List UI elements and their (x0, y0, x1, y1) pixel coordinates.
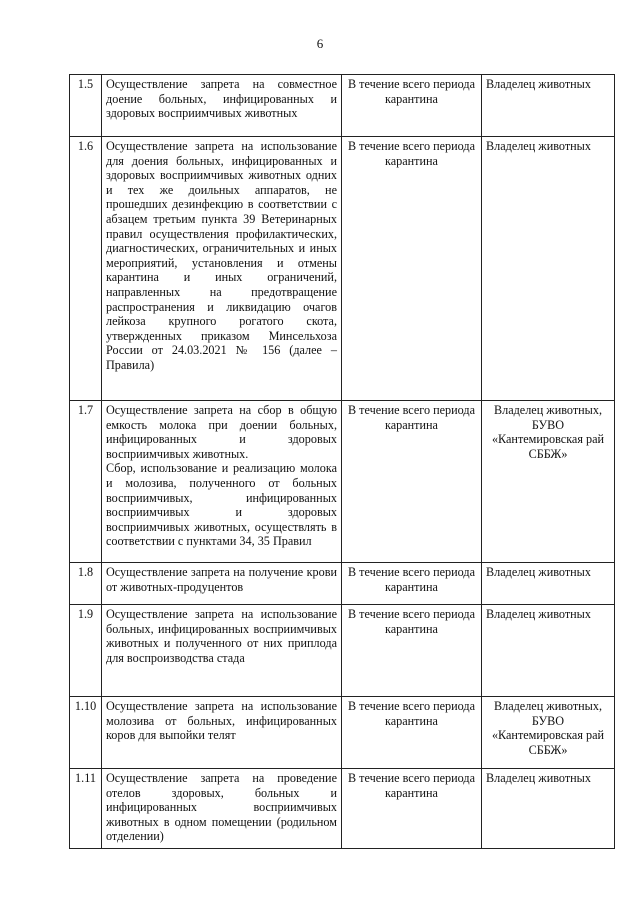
table-row (70, 605, 615, 697)
term-cell: В течение всего периода карантина (342, 75, 482, 137)
measure-paragraph: Осуществление запрета на проведение отелов здоровых, больных и инфицированных восприимчивых животных в одном помещении (родильном отделении) (106, 771, 337, 844)
row-number: 1.10 (70, 697, 102, 769)
responsible-cell: Владелец животных (482, 605, 615, 697)
responsible-cell: Владелец животных (482, 137, 615, 401)
table-row (70, 563, 615, 605)
term-cell: В течение всего периода карантина (342, 137, 482, 401)
term-cell: В течение всего периода карантина (342, 401, 482, 563)
term-cell: В течение всего периода карантина (342, 563, 482, 605)
measure-paragraph: Осуществление запрета на использование молозива от больных, инфицированных коров для выпойки телят (106, 699, 337, 743)
term-cell: В течение всего периода карантина (342, 697, 482, 769)
responsible-cell: Владелец животных, БУВО «Кантемировская рай СББЖ» (482, 697, 615, 769)
measure-paragraph: Осуществление запрета на получение крови от животных-продуцентов (106, 565, 337, 594)
responsible-cell: Владелец животных (482, 563, 615, 605)
measures-table (69, 74, 615, 849)
page-number: 6 (316, 36, 324, 51)
row-number: 1.9 (70, 605, 102, 697)
responsible-cell: Владелец животных (482, 75, 615, 137)
term-cell: В течение всего периода карантина (342, 769, 482, 849)
row-number: 1.8 (70, 563, 102, 605)
responsible-cell: Владелец животных, БУВО «Кантемировская рай СББЖ» (482, 401, 615, 563)
measure-paragraph: Осуществление запрета на совместное доение больных, инфицированных и здоровых восприимчивых животных (106, 77, 337, 121)
row-number: 1.7 (70, 401, 102, 563)
measure-paragraph: Сбор, использование и реализацию молока и молозива, полученного от больных восприимчивых, инфицированных восприимчивых и здоровых восприимчивых животных, осуществлять в соответствии с пунктами 34, 35 Правил (106, 461, 337, 549)
measure-paragraph: Осуществление запрета на использование больных, инфицированных восприимчивых животных и полученного от них приплода для воспроизводства стада (106, 607, 337, 665)
measure-text (102, 75, 342, 137)
measure-text (102, 769, 342, 849)
responsible-cell: Владелец животных (482, 769, 615, 849)
row-number: 1.11 (70, 769, 102, 849)
measure-paragraph: Осуществление запрета на сбор в общую емкость молока при доении больных, инфицированных и здоровых восприимчивых животных. (106, 403, 337, 461)
measure-text (102, 697, 342, 769)
table-row (70, 401, 615, 563)
row-number: 1.5 (70, 75, 102, 137)
table-row (70, 769, 615, 849)
term-cell: В течение всего периода карантина (342, 605, 482, 697)
measure-text (102, 137, 342, 401)
measure-text (102, 401, 342, 563)
measure-text (102, 605, 342, 697)
table-row (70, 137, 615, 401)
table-row (70, 75, 615, 137)
row-number: 1.6 (70, 137, 102, 401)
table-row (70, 697, 615, 769)
measure-paragraph: Осуществление запрета на использование для доения больных, инфицированных и здоровых восприимчивых животных одних и тех же доильных аппаратов, не прошедших дезинфекцию в соответствии с абзацем третьим пункта 39 Ветеринарных правил осуществления профилактических, диагностических, ограничительных и иных мероприятий, установления и отмены карантина и иных ограничений, направленных на предотвращение распространения и ликвидацию очагов лейкоза крупного рогатого скота, утвержденных приказом Минсельхоза России от 24.03.2021 № 156 (далее – Правила) (106, 139, 337, 372)
measure-text (102, 563, 342, 605)
